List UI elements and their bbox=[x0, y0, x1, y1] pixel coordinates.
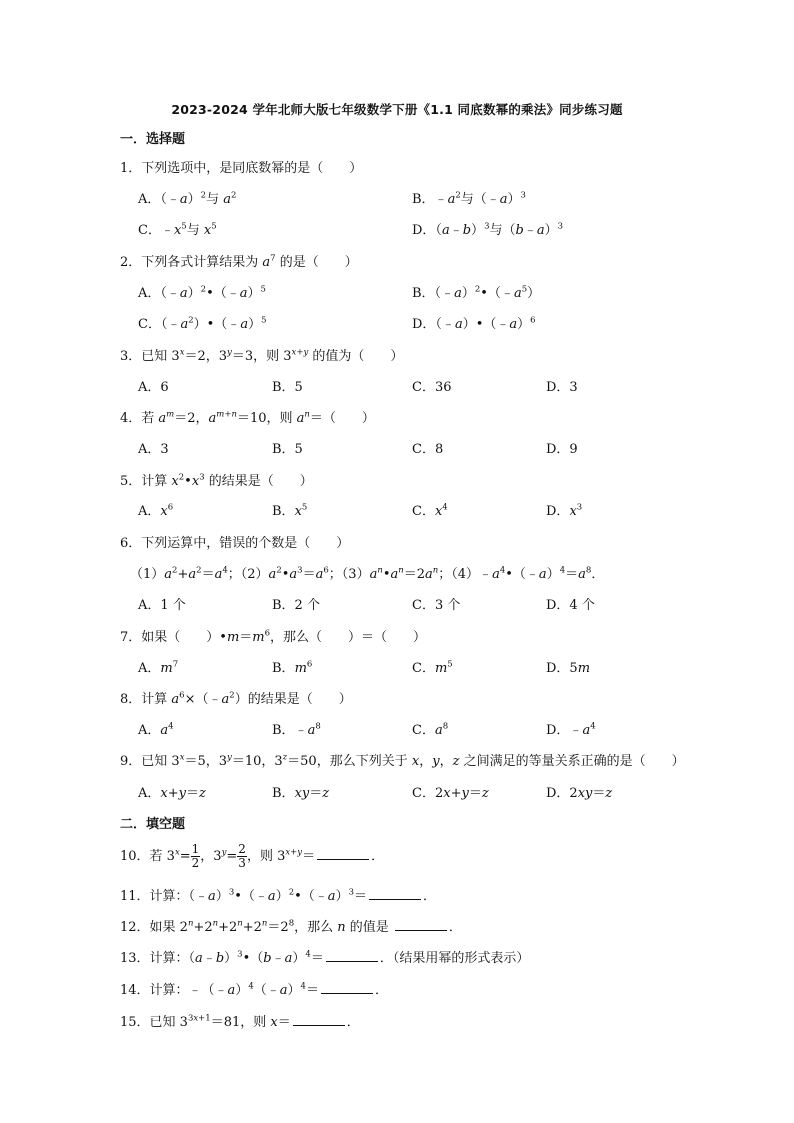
q8-option-c: C．$a^8$ bbox=[412, 721, 449, 738]
question-13: 13．计算：（a﹣b）$^3$•（b﹣a）$^4$＝ ．（结果用幂的形式表示） bbox=[120, 949, 530, 966]
answer-blank[interactable] bbox=[395, 920, 447, 931]
q3-option-b: B．5 bbox=[272, 380, 303, 395]
answer-blank[interactable] bbox=[369, 889, 421, 900]
q3-option-a: A．6 bbox=[138, 380, 169, 395]
q4-option-d: D．9 bbox=[546, 442, 578, 457]
answer-blank[interactable] bbox=[321, 983, 373, 994]
q5-option-d: D．$x^3$ bbox=[546, 502, 583, 519]
question-12: 12．如果 $2^n+2^n+2^n+2^n=2^8$，那么 n 的值是 ． bbox=[120, 918, 462, 935]
q7-option-c: C．$m^5$ bbox=[412, 659, 453, 676]
q2-option-c: C．$(﹣a^2)•(﹣a)^5$ bbox=[138, 315, 267, 332]
q1-option-b: B．$﹣a^2$与（﹣a）$^3$ bbox=[412, 190, 526, 207]
q6-statements: $(1)a^2+a^2=a^4$；$(2)a^2•a^3=a^6$；$(3)a^n•a^n=2a^n$；$(4)﹣a^4•(﹣a)^4=a^8$． bbox=[130, 565, 605, 582]
question-1: 1．下列选项中，是同底数幂的是（ ） bbox=[120, 161, 363, 176]
q6-option-c: C．3 个 bbox=[412, 598, 461, 613]
question-4: 4．若 $a^m=2$，$a^{m+n}=10$，则 $a^n=$（ ） bbox=[120, 409, 375, 426]
q4-option-b: B．5 bbox=[272, 442, 303, 457]
q6-option-a: A．1 个 bbox=[138, 598, 186, 613]
question-3: 3．已知 $3^x=2$，$3^y=3$，则 $3^{x+y}$ 的值为（ ） bbox=[120, 347, 404, 364]
section-fill-in-blank: 二．填空题 bbox=[120, 817, 186, 832]
q2-option-a: A．（﹣a）$^2$•（﹣a）$^5$ bbox=[138, 284, 266, 301]
q1-option-a: A．（﹣a）$^2$与 $a^2$ bbox=[138, 190, 237, 207]
q6-option-b: B．2 个 bbox=[272, 598, 320, 613]
answer-blank[interactable] bbox=[293, 1015, 345, 1026]
q6-option-d: D．4 个 bbox=[546, 598, 595, 613]
question-7: 7．如果（ ）$•m=m^6$，那么（ ）＝（ ） bbox=[120, 628, 427, 645]
q3-option-c: C．36 bbox=[412, 380, 452, 395]
q5-option-a: A．$x^6$ bbox=[138, 502, 174, 519]
q2-option-b: B．$(﹣a)^2•(﹣a^5)$ bbox=[412, 284, 541, 301]
question-14: 14．计算：﹣（﹣a）$^4$（﹣a）$^4$＝ ． bbox=[120, 981, 388, 998]
q5-option-c: C．$x^4$ bbox=[412, 502, 448, 519]
question-8: 8．计算 $a^6\times(﹣a^2)$的结果是（ ） bbox=[120, 690, 352, 707]
q7-option-b: B．$m^6$ bbox=[272, 659, 313, 676]
q7-option-d: D．5m bbox=[546, 661, 591, 676]
question-9: 9．已知 $3^x=5$，$3^y=10$，$3^z=50$，那么下列关于 x，y，z 之间满足的等量关系正确的是（ ） bbox=[120, 752, 685, 769]
question-10: 10．若 $3^x=$ $\frac{1}{2}$ ，$3^y=$ $\frac{2}{3}$ ，则 $3^{x+y}=$ ． bbox=[120, 842, 385, 870]
question-15: 15．已知 $3^{3x+1}=81$，则 x＝ ． bbox=[120, 1013, 360, 1030]
q7-option-a: A．$m^7$ bbox=[138, 659, 179, 676]
q1-option-d: D．（a﹣b）$^3$与（b﹣a）$^3$ bbox=[412, 221, 564, 238]
question-6: 6．下列运算中，错误的个数是（ ） bbox=[120, 536, 350, 551]
q9-option-a: A．x+y＝z bbox=[138, 786, 206, 801]
q8-option-d: D．$﹣a^4$ bbox=[546, 721, 596, 738]
q8-option-b: B．$﹣a^8$ bbox=[272, 721, 321, 738]
q8-option-a: A．$a^4$ bbox=[138, 721, 174, 738]
page-title: 2023-2024 学年北师大版七年级数学下册《1.1 同底数幂的乘法》同步练习题 bbox=[171, 102, 623, 117]
q9-option-b: B．xy＝z bbox=[272, 786, 330, 801]
q5-option-b: B．$x^5$ bbox=[272, 502, 308, 519]
q2-option-d: D．（﹣a）•（﹣a）$^6$ bbox=[412, 315, 536, 332]
question-2: 2．下列各式计算结果为 $a^7$ 的是（ ） bbox=[120, 253, 358, 270]
q9-option-d: D．2xy＝z bbox=[546, 786, 613, 801]
q4-option-a: A．3 bbox=[138, 442, 169, 457]
q3-option-d: D．3 bbox=[546, 380, 578, 395]
question-5: 5．计算 $x^2•x^3$ 的结果是（ ） bbox=[120, 472, 313, 489]
q9-option-c: C．2x+y＝z bbox=[412, 786, 489, 801]
answer-blank[interactable] bbox=[317, 849, 369, 860]
question-11: 11．计算：（﹣a）$^3$•（﹣a）$^2$•（﹣a）$^3$＝ ． bbox=[120, 887, 437, 904]
section-multiple-choice: 一．选择题 bbox=[120, 132, 186, 147]
q1-option-c: C．$﹣x^5$与 $x^5$ bbox=[138, 221, 217, 238]
answer-blank[interactable] bbox=[326, 951, 378, 962]
q4-option-c: C．8 bbox=[412, 442, 444, 457]
